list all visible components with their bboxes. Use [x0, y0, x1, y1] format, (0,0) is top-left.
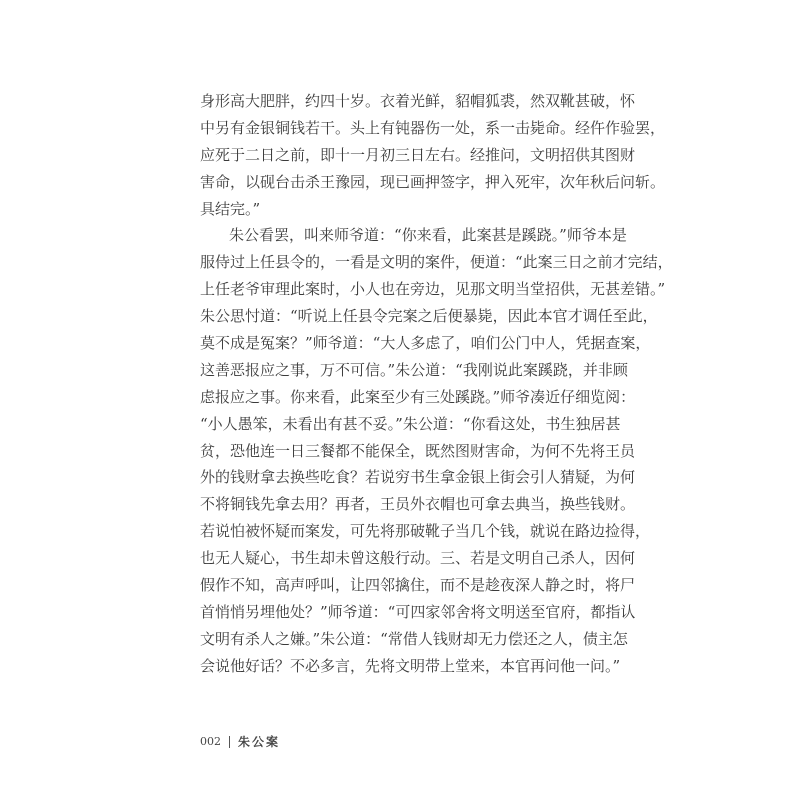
text-line: 这善恶报应之事，万不可信。”朱公道：“我刚说此案蹊跷，并非顾 [200, 360, 628, 379]
text-line: 虑报应之事。你来看，此案至少有三处蹊跷。”师爷凑近仔细览阅： [200, 387, 636, 406]
text-line: 贫，恐他连一日三餐都不能保全，既然图财害命，为何不先将王员 [200, 441, 636, 460]
text-line: 若说怕被怀疑而案发，可先将那破靴子当几个钱，就说在路边捡得， [200, 522, 651, 541]
page-body [200, 88, 673, 680]
text-line: 首悄悄另埋他处？”师爷道：“可四家邻舍将文明送至官府，都指认 [200, 602, 636, 621]
text-line: 服侍过上任县令的，一看是文明的案件，便道：“此案三日之前才完结， [200, 253, 673, 272]
text-line: 会说他好话？不必多言，先将文明带上堂来，本官再问他一问。” [200, 656, 621, 675]
footer-divider [229, 736, 230, 748]
text-line: 文明有杀人之嫌。”朱公道：“常借人钱财却无力偿还之人，债主怎 [200, 629, 628, 648]
text-line: 应死于二日之前，即十一月初三日左右。经推问，文明招供其图财 [200, 145, 636, 164]
paragraph-start-line: 朱公看罢，叫来师爷道：“你来看，此案甚是蹊跷。”师爷本是 [229, 226, 627, 245]
page-footer [200, 733, 280, 750]
book-title: 朱公案 [238, 735, 281, 749]
text-line: 不将铜钱先拿去用？再者，王员外衣帽也可拿去典当，换些钱财。 [200, 495, 636, 514]
text-line: 身形高大肥胖，约四十岁。衣着光鲜，貂帽狐裘，然双靴甚破，怀 [200, 92, 636, 110]
text-line: 莫不成是冤案？”师爷道：“大人多虑了，咱们公门中人，凭据查案， [200, 334, 651, 353]
text-line: 上任老爷审理此案时，小人也在旁边，见那文明当堂招供，无甚差错。” [200, 280, 666, 299]
page-number: 002 [200, 735, 221, 748]
text-line: 具结完。” [200, 199, 261, 218]
text-line: “小人愚笨，未看出有甚不妥。”朱公道：“你看这处，书生独居甚 [200, 414, 621, 433]
text-line: 中另有金银铜钱若干。头上有钝器伤一处，系一击毙命。经仵作验罢， [200, 118, 666, 137]
text-line: 朱公思忖道：“听说上任县令完案之后便暴毙，因此本官才调任至此， [200, 307, 658, 326]
text-line: 害命，以砚台击杀王豫园，现已画押签字，押入死牢，次年秋后问斩。 [200, 172, 666, 191]
text-line: 外的钱财拿去换些吃食？若说穷书生拿金银上街会引人猜疑，为何 [200, 468, 636, 487]
text-line: 假作不知，高声呼叫，让四邻擒住，而不是趁夜深人静之时，将尸 [200, 576, 636, 595]
text-line: 也无人疑心，书生却未曾这般行动。三、若是文明自己杀人，因何 [200, 549, 636, 568]
